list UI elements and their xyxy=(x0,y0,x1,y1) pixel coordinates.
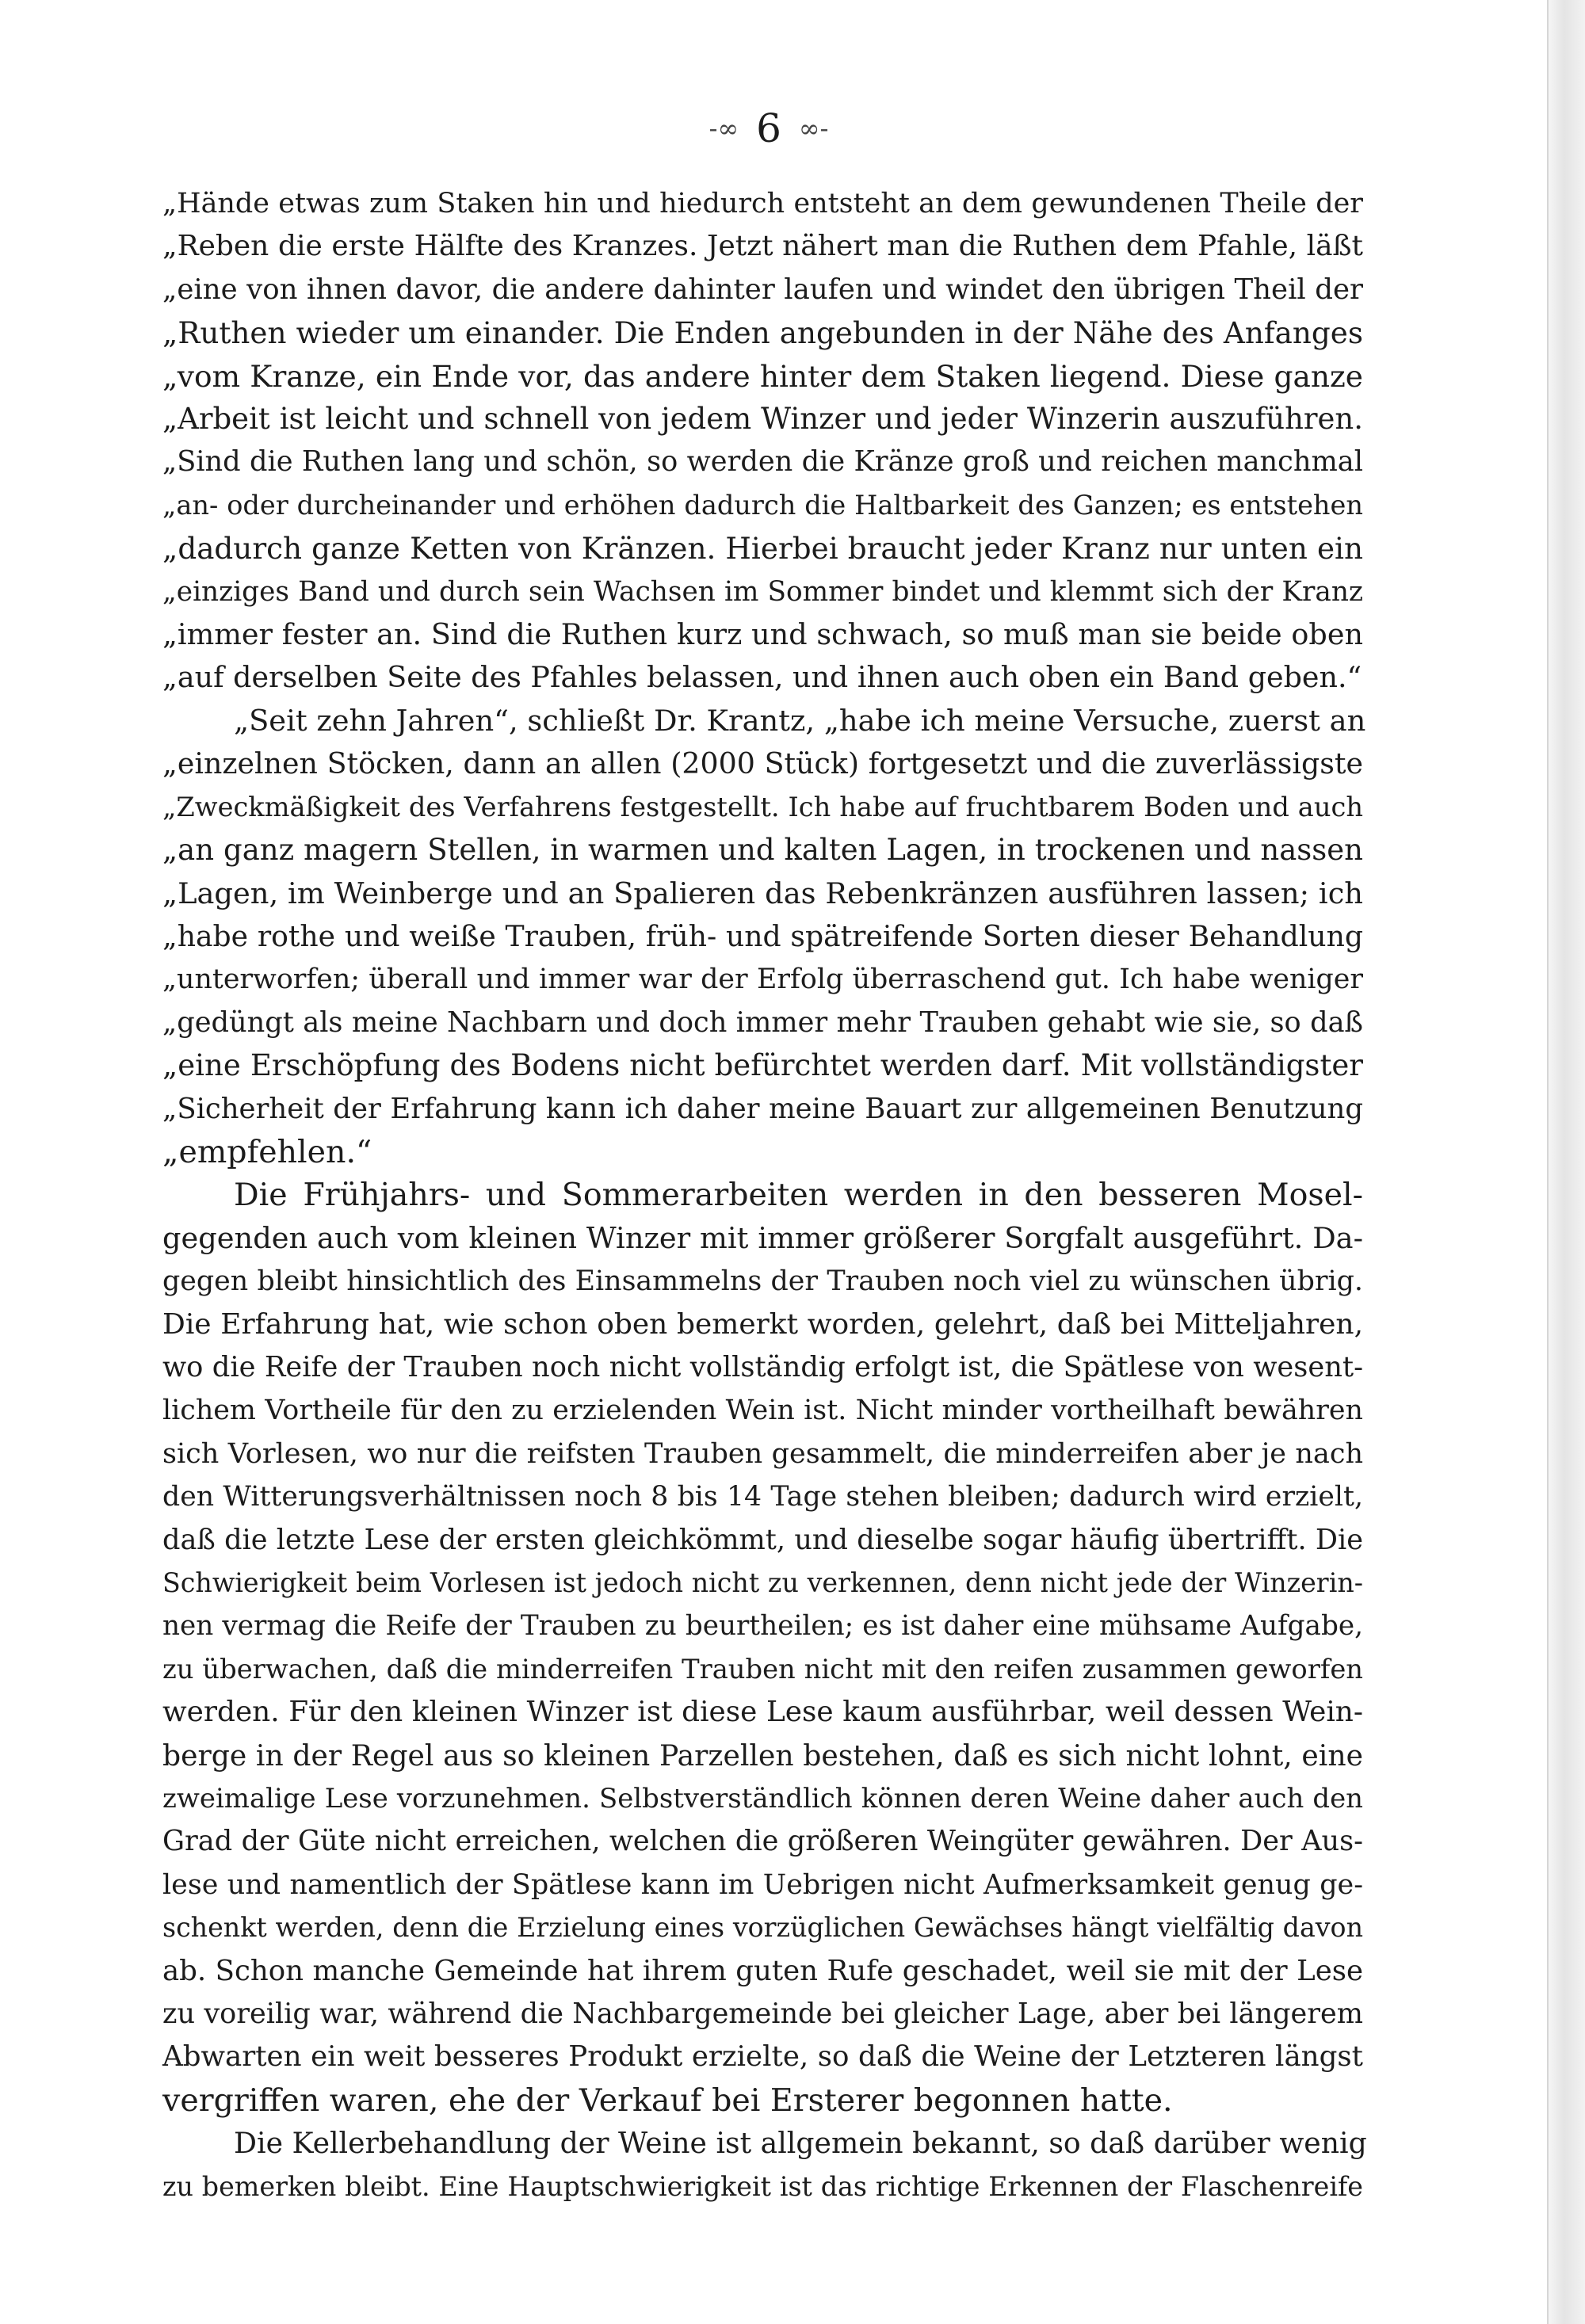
text-line: ab. Schon manche Gemeinde hat ihrem guten Rufe geschadet, weil sie mit der Lese xyxy=(162,1954,1363,1987)
text-line: „Hände etwas zum Staken hin und hiedurch entsteht an dem gewundenen Theile der xyxy=(162,188,1363,219)
text-line: Die Frühjahrs- und Sommerarbeiten werden in den besseren Mosel- xyxy=(234,1177,1363,1214)
text-line: „unterworfen; überall und immer war der Erfolg überraschend gut. Ich habe weniger xyxy=(162,964,1363,996)
text-line: den Witterungsverhältnissen noch 8 bis 14 Tage stehen bleiben; dadurch wird erzielt, xyxy=(162,1481,1363,1513)
text-line: „Lagen, im Weinberge und an Spalieren das Rebenkränzen ausführen lassen; ich xyxy=(162,876,1363,910)
text-line: „Sicherheit der Erfahrung kann ich daher meine Bauart zur allgemeinen Benutzung xyxy=(162,1092,1363,1125)
text-line: vergriffen waren, ehe der Verkauf bei Ersterer begonnen hatte. xyxy=(162,2082,1173,2119)
text-line: zu voreilig war, während die Nachbargemeinde bei gleicher Lage, aber bei längerem xyxy=(162,1998,1363,2031)
text-line: gegen bleibt hinsichtlich des Einsammelns der Trauben noch viel zu wünschen übrig. xyxy=(162,1265,1363,1298)
text-line: „Reben die erste Hälfte des Kranzes. Jetzt nähert man die Ruthen dem Pfahle, läßt xyxy=(162,230,1363,263)
text-line: gegenden auch vom kleinen Winzer mit immer größerer Sorgfalt ausgeführt. Da- xyxy=(162,1220,1363,1255)
text-line: „Ruthen wieder um einander. Die Enden angebunden in der Nähe des Anfanges xyxy=(162,315,1363,351)
text-line: Grad der Güte nicht erreichen, welchen die größeren Weingüter gewähren. Der Aus- xyxy=(162,1825,1363,1858)
text-line: zu überwachen, daß die minderreifen Trauben nicht mit den reifen zusammen geworfen xyxy=(162,1653,1363,1685)
text-line: Schwierigkeit beim Vorlesen ist jedoch nicht zu verkennen, denn nicht jede der Winzerin- xyxy=(162,1567,1363,1598)
text-line: „eine von ihnen davor, die andere dahinter laufen und windet den übrigen Theil der xyxy=(162,273,1363,306)
text-line: „habe rothe und weiße Trauben, früh- und spätreifende Sorten dieser Behandlung xyxy=(162,918,1363,953)
page-edge-line xyxy=(1547,0,1549,2324)
page-edge-shadow xyxy=(1547,0,1585,2324)
text-line: „an- oder durcheinander und erhöhen dadurch die Haltbarkeit des Ganzen; es entstehen xyxy=(162,489,1363,521)
text-line: lese und namentlich der Spätlese kann im Uebrigen nicht Aufmerksamkeit genug ge- xyxy=(162,1868,1363,1901)
text-line: „einziges Band und durch sein Wachsen im Sommer bindet und klemmt sich der Kranz xyxy=(162,575,1363,608)
text-line: zweimalige Lese vorzunehmen. Selbstverständlich können deren Weine daher auch den xyxy=(162,1783,1363,1815)
text-line: „dadurch ganze Ketten von Kränzen. Hierbei braucht jeder Kranz nur unten ein xyxy=(162,531,1363,567)
ornament-right: ∞- xyxy=(798,113,829,143)
text-line: berge in der Regel aus so kleinen Parzellen bestehen, daß es sich nicht lohnt, eine xyxy=(162,1738,1363,1773)
text-line: „Sind die Ruthen lang und schön, so werden die Kränze groß und reichen manchmal xyxy=(162,445,1363,479)
text-line: wo die Reife der Trauben noch nicht vollständig erfolgt ist, die Spätlese von wesent- xyxy=(162,1350,1363,1383)
page-number: 6 xyxy=(756,105,781,151)
text-line: schenkt werden, denn die Erzielung eines vorzüglichen Gewächses hängt vielfältig davon xyxy=(162,1912,1363,1944)
text-line: „empfehlen.“ xyxy=(162,1133,372,1170)
text-line: lichem Vortheile für den zu erzielenden Wein ist. Nicht minder vortheilhaft bewähren xyxy=(162,1395,1363,1427)
body-text xyxy=(162,182,1367,2208)
text-line: „immer fester an. Sind die Ruthen kurz und schwach, so muß man sie beide oben xyxy=(162,617,1363,652)
text-line: „vom Kranze, ein Ende vor, das andere hinter dem Staken liegend. Diese ganze xyxy=(162,358,1363,394)
text-line: „gedüngt als meine Nachbarn und doch immer mehr Trauben gehabt wie sie, so daß xyxy=(162,1006,1363,1039)
text-line: „Arbeit ist leicht und schnell von jedem Winzer und jeder Winzerin auszuführen. xyxy=(162,402,1363,437)
text-line: „an ganz magern Stellen, in warmen und kalten Lagen, in trockenen und nassen xyxy=(162,833,1363,868)
text-line: „Seit zehn Jahren“, schließt Dr. Krantz, „habe ich meine Versuche, zuerst an xyxy=(234,703,1366,738)
text-line: Die Kellerbehandlung der Weine ist allgemein bekannt, so daß darüber wenig xyxy=(234,2126,1367,2161)
text-line: nen vermag die Reife der Trauben zu beurtheilen; es ist daher eine mühsame Aufgabe, xyxy=(162,1610,1363,1643)
ornament-left: -∞ xyxy=(708,113,739,143)
text-line: „eine Erschöpfung des Bodens nicht befürchtet werden darf. Mit vollständigster xyxy=(162,1048,1363,1083)
text-line: werden. Für den kleinen Winzer ist diese Lese kaum ausführbar, weil dessen Wein- xyxy=(162,1696,1363,1729)
page-header xyxy=(0,101,1537,152)
text-line: Abwarten ein weit besseres Produkt erzielte, so daß die Weine der Letzteren längst xyxy=(162,2040,1363,2074)
text-line: „auf derselben Seite des Pfahles belassen, und ihnen auch oben ein Band geben.“ xyxy=(162,660,1362,695)
text-line: Die Erfahrung hat, wie schon oben bemerkt worden, gelehrt, daß bei Mitteljahren, xyxy=(162,1307,1363,1341)
text-line: „einzelnen Stöcken, dann an allen (2000 Stück) fortgesetzt und die zuverlässigste xyxy=(162,746,1363,781)
text-line: „Zweckmäßigkeit des Verfahrens festgestellt. Ich habe auf fruchtbarem Boden und auch xyxy=(162,791,1363,822)
text-line: sich Vorlesen, wo nur die reifsten Trauben gesammelt, die minderreifen aber je nach xyxy=(162,1437,1363,1470)
text-line: zu bemerken bleibt. Eine Hauptschwierigkeit ist das richtige Erkennen der Flaschenreife xyxy=(162,2170,1363,2202)
text-line: daß die letzte Lese der ersten gleichkömmt, und dieselbe sogar häufig übertrifft. Die xyxy=(162,1523,1363,1556)
